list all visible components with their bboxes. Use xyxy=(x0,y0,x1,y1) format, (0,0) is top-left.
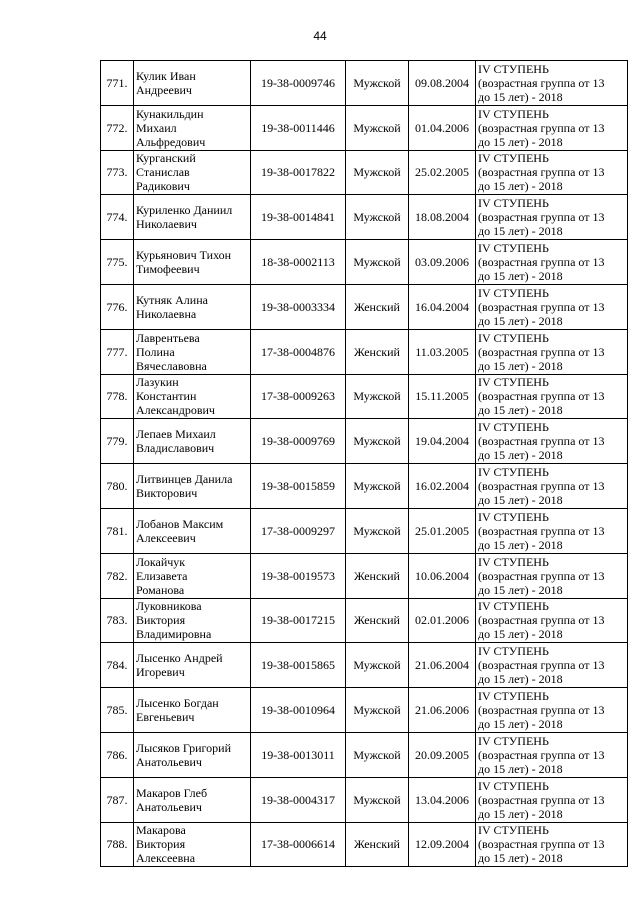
level-line: до 15 лет) - 2018 xyxy=(478,717,563,732)
level-line: IV СТУПЕНЬ xyxy=(478,778,549,793)
row-number-cell: 775. xyxy=(101,240,134,285)
name-line: Алексеевна xyxy=(136,851,196,866)
uin-cell: 17-38-0006614 xyxy=(251,822,346,867)
roster-table xyxy=(100,60,628,867)
birth-date-cell: 03.09.2006 xyxy=(409,240,476,285)
award-level-cell xyxy=(476,464,628,509)
name-line: Луковникова xyxy=(136,599,202,614)
level-line: IV СТУПЕНЬ xyxy=(478,599,549,614)
name-line: Макарова xyxy=(136,823,186,838)
full-name-cell xyxy=(134,777,251,822)
birth-date-cell: 20.09.2005 xyxy=(409,732,476,777)
level-line: IV СТУПЕНЬ xyxy=(478,106,549,121)
table-row xyxy=(101,374,628,419)
name-line: Лысенко Богдан xyxy=(136,696,219,711)
name-line: Полина xyxy=(136,344,175,359)
name-line: Макаров Глеб xyxy=(136,785,208,800)
gender-cell: Мужской xyxy=(346,105,409,150)
row-number-cell: 771. xyxy=(101,61,134,106)
uin-cell: 19-38-0009746 xyxy=(251,61,346,106)
gender-cell: Мужской xyxy=(346,464,409,509)
award-level-cell xyxy=(476,150,628,195)
level-line: (возрастная группа от 13 xyxy=(478,747,605,762)
uin-cell: 19-38-0011446 xyxy=(251,105,346,150)
full-name-cell xyxy=(134,598,251,643)
row-number-cell: 772. xyxy=(101,105,134,150)
row-number-cell: 782. xyxy=(101,553,134,598)
full-name-cell xyxy=(134,643,251,688)
name-line: Виктория xyxy=(136,613,186,628)
name-line: Курганский xyxy=(136,151,196,166)
name-line: Литвинцев Данила xyxy=(136,472,233,487)
name-line: Кунакильдин xyxy=(136,106,204,121)
birth-date-cell: 18.08.2004 xyxy=(409,195,476,240)
level-line: до 15 лет) - 2018 xyxy=(478,313,563,328)
table-row xyxy=(101,61,628,106)
gender-cell: Мужской xyxy=(346,195,409,240)
level-line: до 15 лет) - 2018 xyxy=(478,627,563,642)
gender-cell: Мужской xyxy=(346,374,409,419)
row-number-cell: 776. xyxy=(101,284,134,329)
name-line: Вячеславовна xyxy=(136,358,207,373)
level-line: (возрастная группа от 13 xyxy=(478,523,605,538)
gender-cell: Мужской xyxy=(346,777,409,822)
name-line: Викторович xyxy=(136,486,198,501)
roster-body xyxy=(101,61,628,867)
name-line: Станислав xyxy=(136,165,190,180)
table-row xyxy=(101,105,628,150)
gender-cell: Мужской xyxy=(346,732,409,777)
name-line: Куриленко Даниил xyxy=(136,203,233,218)
table-row xyxy=(101,240,628,285)
name-line: Евгеньевич xyxy=(136,710,195,725)
level-line: (возрастная группа от 13 xyxy=(478,210,605,225)
name-line: Константин xyxy=(136,389,197,404)
level-line: до 15 лет) - 2018 xyxy=(478,851,563,866)
level-line: IV СТУПЕНЬ xyxy=(478,330,549,345)
gender-cell: Мужской xyxy=(346,419,409,464)
award-level-cell xyxy=(476,105,628,150)
gender-cell: Женский xyxy=(346,598,409,643)
gender-cell: Мужской xyxy=(346,688,409,733)
uin-cell: 19-38-0015859 xyxy=(251,464,346,509)
gender-cell: Женский xyxy=(346,822,409,867)
full-name-cell xyxy=(134,553,251,598)
row-number-cell: 773. xyxy=(101,150,134,195)
full-name-cell xyxy=(134,732,251,777)
award-level-cell xyxy=(476,553,628,598)
level-line: (возрастная группа от 13 xyxy=(478,703,605,718)
uin-cell: 19-38-0004317 xyxy=(251,777,346,822)
uin-cell: 19-38-0010964 xyxy=(251,688,346,733)
row-number-cell: 786. xyxy=(101,732,134,777)
level-line: IV СТУПЕНЬ xyxy=(478,241,549,256)
level-line: IV СТУПЕНЬ xyxy=(478,375,549,390)
name-line: Курьянович Тихон xyxy=(136,248,232,263)
award-level-cell xyxy=(476,284,628,329)
name-line: Владимировна xyxy=(136,627,212,642)
gender-cell: Мужской xyxy=(346,150,409,195)
row-number-cell: 777. xyxy=(101,329,134,374)
level-line: до 15 лет) - 2018 xyxy=(478,582,563,597)
table-row xyxy=(101,598,628,643)
award-level-cell xyxy=(476,329,628,374)
row-number-cell: 774. xyxy=(101,195,134,240)
birth-date-cell: 21.06.2006 xyxy=(409,688,476,733)
uin-cell: 17-38-0009297 xyxy=(251,508,346,553)
level-line: IV СТУПЕНЬ xyxy=(478,465,549,480)
gender-cell: Мужской xyxy=(346,240,409,285)
name-line: Радикович xyxy=(136,179,190,194)
page-number: 44 xyxy=(313,29,327,43)
table-row xyxy=(101,284,628,329)
level-line: (возрастная группа от 13 xyxy=(478,568,605,583)
birth-date-cell: 25.01.2005 xyxy=(409,508,476,553)
name-line: Михаил xyxy=(136,120,177,135)
uin-cell: 17-38-0009263 xyxy=(251,374,346,419)
birth-date-cell: 11.03.2005 xyxy=(409,329,476,374)
birth-date-cell: 21.06.2004 xyxy=(409,643,476,688)
gender-cell: Женский xyxy=(346,329,409,374)
name-line: Лысенко Андрей xyxy=(136,651,223,666)
level-line: (возрастная группа от 13 xyxy=(478,837,605,852)
full-name-cell xyxy=(134,150,251,195)
name-line: Владиславович xyxy=(136,441,215,456)
level-line: до 15 лет) - 2018 xyxy=(478,537,563,552)
full-name-cell xyxy=(134,464,251,509)
name-line: Александрович xyxy=(136,403,215,418)
level-line: (возрастная группа от 13 xyxy=(478,344,605,359)
uin-cell: 18-38-0002113 xyxy=(251,240,346,285)
row-number-cell: 781. xyxy=(101,508,134,553)
uin-cell: 19-38-0017822 xyxy=(251,150,346,195)
table-row xyxy=(101,732,628,777)
level-line: IV СТУПЕНЬ xyxy=(478,61,549,76)
name-line: Локайчук xyxy=(136,554,186,569)
level-line: (возрастная группа от 13 xyxy=(478,75,605,90)
name-line: Альфредович xyxy=(136,134,206,149)
uin-cell: 19-38-0019573 xyxy=(251,553,346,598)
name-line: Николаевна xyxy=(136,306,197,321)
level-line: до 15 лет) - 2018 xyxy=(478,806,563,821)
birth-date-cell: 19.04.2004 xyxy=(409,419,476,464)
birth-date-cell: 16.02.2004 xyxy=(409,464,476,509)
full-name-cell xyxy=(134,329,251,374)
table-row xyxy=(101,777,628,822)
name-line: Алексеевич xyxy=(136,530,196,545)
level-line: IV СТУПЕНЬ xyxy=(478,733,549,748)
full-name-cell xyxy=(134,240,251,285)
birth-date-cell: 16.04.2004 xyxy=(409,284,476,329)
award-level-cell xyxy=(476,822,628,867)
row-number-cell: 778. xyxy=(101,374,134,419)
name-line: Кутняк Алина xyxy=(136,292,208,307)
level-line: (возрастная группа от 13 xyxy=(478,792,605,807)
full-name-cell xyxy=(134,822,251,867)
award-level-cell xyxy=(476,508,628,553)
gender-cell: Женский xyxy=(346,284,409,329)
name-line: Романова xyxy=(136,582,185,597)
level-line: до 15 лет) - 2018 xyxy=(478,224,563,239)
level-line: до 15 лет) - 2018 xyxy=(478,448,563,463)
award-level-cell xyxy=(476,688,628,733)
full-name-cell xyxy=(134,284,251,329)
name-line: Тимофеевич xyxy=(136,262,200,277)
level-line: IV СТУПЕНЬ xyxy=(478,420,549,435)
name-line: Елизавета xyxy=(136,568,188,583)
award-level-cell xyxy=(476,732,628,777)
full-name-cell xyxy=(134,688,251,733)
award-level-cell xyxy=(476,374,628,419)
birth-date-cell: 25.02.2005 xyxy=(409,150,476,195)
uin-cell: 19-38-0014841 xyxy=(251,195,346,240)
level-line: (возрастная группа от 13 xyxy=(478,658,605,673)
birth-date-cell: 09.08.2004 xyxy=(409,61,476,106)
table-row xyxy=(101,329,628,374)
table-row xyxy=(101,419,628,464)
uin-cell: 19-38-0013011 xyxy=(251,732,346,777)
birth-date-cell: 10.06.2004 xyxy=(409,553,476,598)
full-name-cell xyxy=(134,61,251,106)
level-line: IV СТУПЕНЬ xyxy=(478,509,549,524)
award-level-cell xyxy=(476,195,628,240)
name-line: Николаевич xyxy=(136,217,197,232)
gender-cell: Мужской xyxy=(346,61,409,106)
gender-cell: Мужской xyxy=(346,508,409,553)
table-row xyxy=(101,195,628,240)
name-line: Лазукин xyxy=(136,375,179,390)
award-level-cell xyxy=(476,240,628,285)
row-number-cell: 788. xyxy=(101,822,134,867)
table-row xyxy=(101,822,628,867)
name-line: Лобанов Максим xyxy=(136,516,224,531)
award-level-cell xyxy=(476,777,628,822)
birth-date-cell: 15.11.2005 xyxy=(409,374,476,419)
level-line: (возрастная группа от 13 xyxy=(478,389,605,404)
gender-cell: Мужской xyxy=(346,643,409,688)
table-row xyxy=(101,508,628,553)
level-line: (возрастная группа от 13 xyxy=(478,165,605,180)
award-level-cell xyxy=(476,61,628,106)
name-line: Анатольевич xyxy=(136,754,202,769)
level-line: до 15 лет) - 2018 xyxy=(478,89,563,104)
name-line: Лепаев Михаил xyxy=(136,427,216,442)
level-line: до 15 лет) - 2018 xyxy=(478,358,563,373)
level-line: IV СТУПЕНЬ xyxy=(478,285,549,300)
table-row xyxy=(101,464,628,509)
table-row xyxy=(101,688,628,733)
row-number-cell: 784. xyxy=(101,643,134,688)
uin-cell: 19-38-0009769 xyxy=(251,419,346,464)
award-level-cell xyxy=(476,419,628,464)
level-line: (возрастная группа от 13 xyxy=(478,120,605,135)
uin-cell: 19-38-0015865 xyxy=(251,643,346,688)
level-line: (возрастная группа от 13 xyxy=(478,479,605,494)
name-line: Лаврентьева xyxy=(136,330,200,345)
level-line: IV СТУПЕНЬ xyxy=(478,823,549,838)
full-name-cell xyxy=(134,374,251,419)
level-line: IV СТУПЕНЬ xyxy=(478,644,549,659)
birth-date-cell: 13.04.2006 xyxy=(409,777,476,822)
level-line: (возрастная группа от 13 xyxy=(478,255,605,270)
level-line: IV СТУПЕНЬ xyxy=(478,196,549,211)
level-line: (возрастная группа от 13 xyxy=(478,299,605,314)
name-line: Кулик Иван xyxy=(136,68,196,83)
full-name-cell xyxy=(134,419,251,464)
uin-cell: 19-38-0017215 xyxy=(251,598,346,643)
level-line: IV СТУПЕНЬ xyxy=(478,689,549,704)
row-number-cell: 785. xyxy=(101,688,134,733)
level-line: до 15 лет) - 2018 xyxy=(478,403,563,418)
table-row xyxy=(101,150,628,195)
row-number-cell: 780. xyxy=(101,464,134,509)
name-line: Анатольевич xyxy=(136,799,202,814)
birth-date-cell: 01.04.2006 xyxy=(409,105,476,150)
name-line: Игоревич xyxy=(136,665,185,680)
level-line: до 15 лет) - 2018 xyxy=(478,761,563,776)
uin-cell: 19-38-0003334 xyxy=(251,284,346,329)
level-line: IV СТУПЕНЬ xyxy=(478,554,549,569)
level-line: (возрастная группа от 13 xyxy=(478,434,605,449)
level-line: до 15 лет) - 2018 xyxy=(478,269,563,284)
level-line: до 15 лет) - 2018 xyxy=(478,493,563,508)
level-line: до 15 лет) - 2018 xyxy=(478,672,563,687)
name-line: Лысяков Григорий xyxy=(136,740,232,755)
level-line: до 15 лет) - 2018 xyxy=(478,179,563,194)
award-level-cell xyxy=(476,598,628,643)
award-level-cell xyxy=(476,643,628,688)
birth-date-cell: 12.09.2004 xyxy=(409,822,476,867)
level-line: до 15 лет) - 2018 xyxy=(478,134,563,149)
birth-date-cell: 02.01.2006 xyxy=(409,598,476,643)
table-row xyxy=(101,553,628,598)
full-name-cell xyxy=(134,195,251,240)
level-line: (возрастная группа от 13 xyxy=(478,613,605,628)
row-number-cell: 783. xyxy=(101,598,134,643)
uin-cell: 17-38-0004876 xyxy=(251,329,346,374)
table-row xyxy=(101,643,628,688)
full-name-cell xyxy=(134,508,251,553)
full-name-cell xyxy=(134,105,251,150)
name-line: Виктория xyxy=(136,837,186,852)
level-line: IV СТУПЕНЬ xyxy=(478,151,549,166)
row-number-cell: 779. xyxy=(101,419,134,464)
name-line: Андреевич xyxy=(136,82,192,97)
gender-cell: Женский xyxy=(346,553,409,598)
row-number-cell: 787. xyxy=(101,777,134,822)
